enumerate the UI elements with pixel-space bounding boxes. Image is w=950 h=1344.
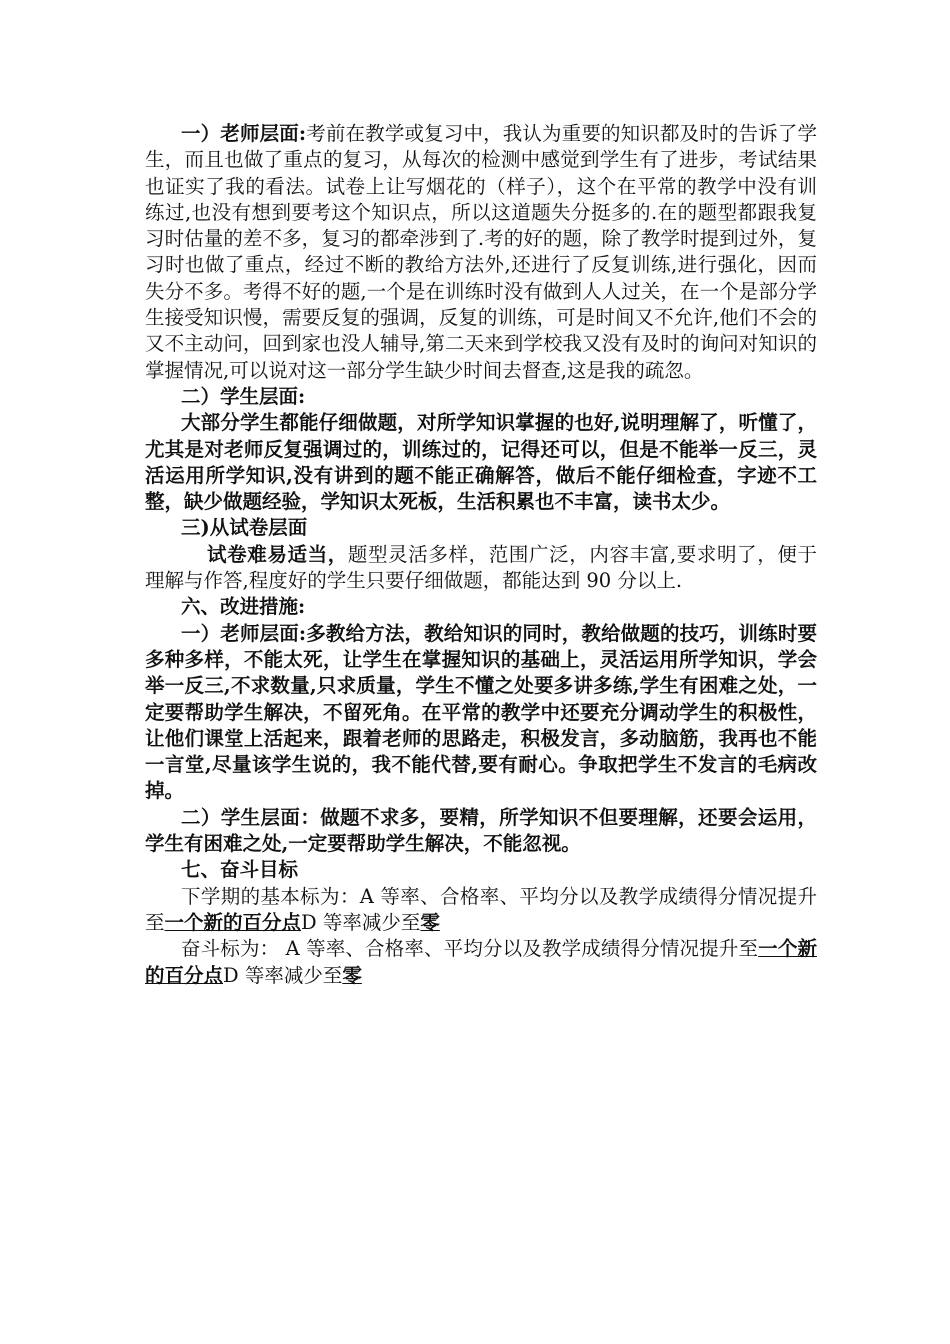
goal-text: 下学期的基本标为：A 等率、合格率、平均分以及教学成绩得分情况提升至 <box>145 884 817 934</box>
paragraph-improvement-student: 二）学生层面：做题不求多，要精，所学知识不但要理解，还要会运用，学生有困难之处,一定要帮助学生解决，不能忽视。 <box>145 805 817 856</box>
goal-text: D 等率减少至 <box>223 963 343 987</box>
paragraph-lead: 试卷难易适当， <box>207 542 348 566</box>
heading-exam-level: 三)从试卷层面 <box>181 516 308 540</box>
paragraph-text: 考前在教学或复习中，我认为重要的知识都及时的告诉了学生，而且也做了重点的复习，从每次的检测中感觉到学生有了进步，考试结果也证实了我的看法。试卷上让写烟花的（样子），这个在平常的教学中没有训练过,也没有想到要考这个知识点，所以这道题失分挺多的.在的题型都跟我复习时估量的差不多，复习的都牵涉到了.考的好的题，除了教学时提到过外，复习时也做了重点，经过不断的教给方法外,还进行了反复训练,进行强化，因而失分不多。考得不好的题,一个是在训练时没有做到人人过关，在一个是部分学生接受知识慢，需要反复的强调，反复的训练，可是时间又不允许,他们不会的又不主动问，回到家也没人辅导,第二天来到学校我又没有及时的询问对知识的掌握情况,可以说对这一部分学生缺少时间去督查,这是我的疏忽。 <box>145 122 817 382</box>
goal-text: D 等率减少至 <box>301 910 421 934</box>
paragraph-teacher-level <box>145 121 817 384</box>
document-body <box>145 121 817 989</box>
paragraph-lead: 一）老师层面: <box>181 122 307 145</box>
goal-text: 奋斗标为： A 等率、合格率、平均分以及教学成绩得分情况提升至 <box>181 937 759 961</box>
paragraph-stretch-goal <box>145 936 817 989</box>
heading-improvement: 六、改进措施: <box>181 595 306 619</box>
goal-underlined: 一个新的百分点 <box>164 910 302 934</box>
paragraph-text: 题型灵活多样，范围广泛，内容丰富,要求明了，便于理解与作答,程度好的学生只要仔细做题，都能达到 90 分以上. <box>145 542 817 593</box>
paragraph-student-level: 大部分学生都能仔细做题，对所学知识掌握的也好,说明理解了，听懂了，尤其是对老师反复强调过的，训练过的，记得还可以，但是不能举一反三，灵活运用所学知识,没有讲到的题不能正确解答，做后不能仔细检查，字迹不工整，缺少做题经验，学知识太死板，生活积累也不丰富，读书太少。 <box>145 411 817 514</box>
heading-student-level: 二）学生层面: <box>181 384 306 408</box>
goal-underlined: 一个新的百分点 <box>145 937 817 987</box>
paragraph-improvement-teacher: 一）老师层面:多教给方法，教给知识的同时，教给做题的技巧，训练时要多种多样，不能太死，让学生在掌握知识的基础上，灵活运用所学知识，学会举一反三,不求数量,只求质量，学生不懂之处要多讲多练,学生有困难之处，一定要帮助学生解决，不留死角。在平常的教学中还要充分调动学生的积极性，让他们课堂上活起来，跟着老师的思路走，积极发言，多动脑筋，我再也不能一言堂,尽量该学生说的，我不能代替,要有耐心。争取把学生不发言的毛病改掉。 <box>145 621 817 803</box>
paragraph-basic-goal <box>145 884 817 937</box>
paragraph-exam-level <box>145 542 817 595</box>
goal-underlined: 零 <box>342 963 362 987</box>
heading-goals: 七、奋斗目标 <box>181 858 299 882</box>
goal-underlined: 零 <box>420 910 440 934</box>
